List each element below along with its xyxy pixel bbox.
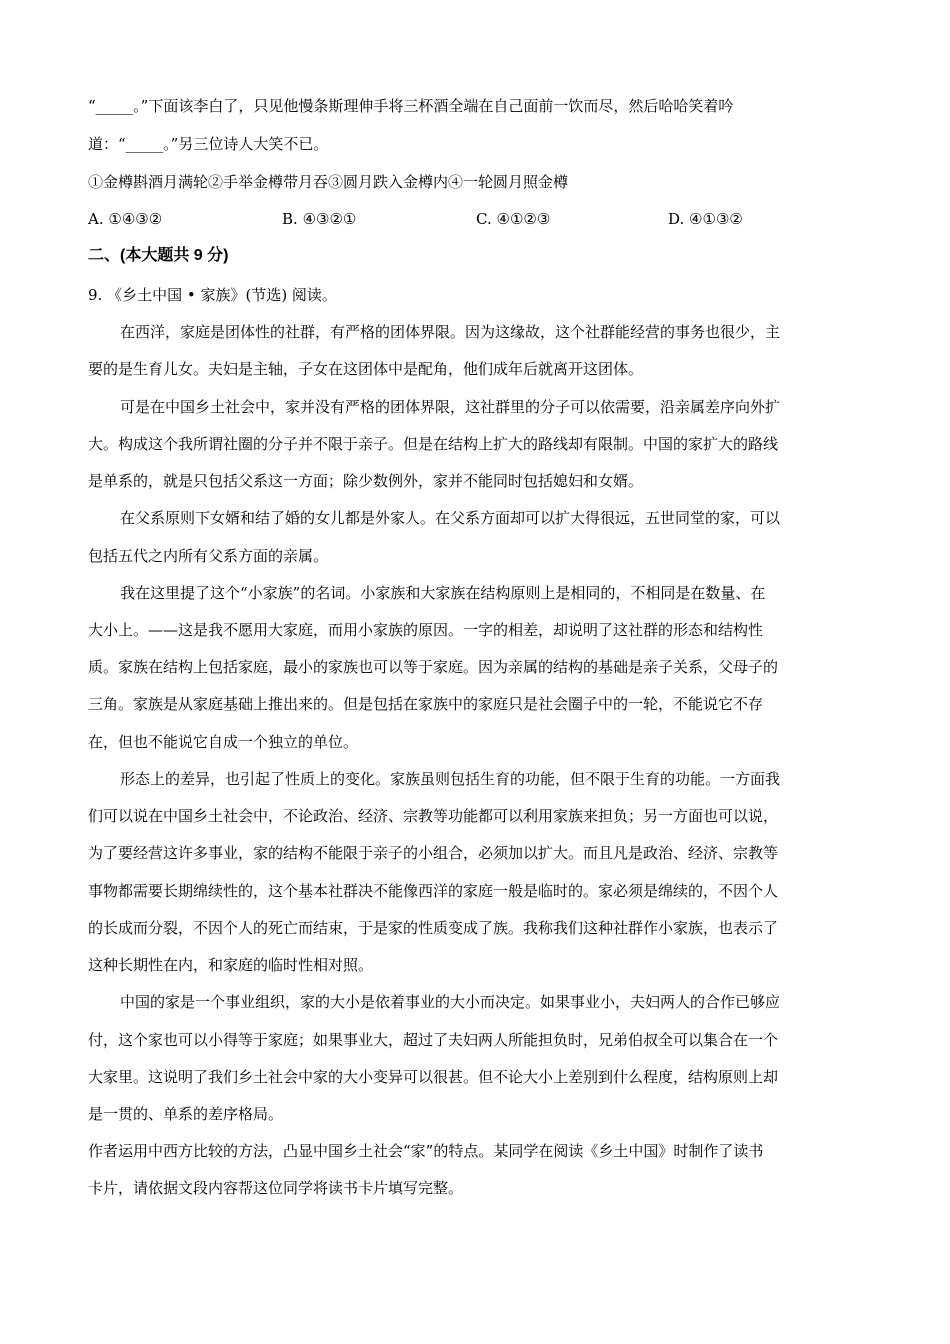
paragraph-line: 为了要经营这许多事业，家的结构不能限于亲子的小组合，必须加以扩大。而且凡是政治、经济、宗教等	[88, 844, 779, 862]
paragraph-line: 是单系的，就是只包括父系这一方面；除少数例外，家并不能同时包括媳妇和女婿。	[88, 472, 644, 490]
paragraph-line: 们可以说在中国乡土社会中，不论政治、经济、宗教等功能都可以利用家族来担负；另一方面也可以说，	[88, 807, 779, 825]
paragraph-line: 付，这个家也可以小得等于家庭；如果事业大，超过了夫妇两人所能担负时，兄弟伯叔全可以集合在一个	[88, 1031, 779, 1049]
paragraph-line: 事物都需要长期绵续性的，这个基本社群决不能像西洋的家庭一般是临时的。家必须是绵续的，不因个人	[88, 882, 779, 900]
paragraph-line: 在，但也不能说它自成一个独立的单位。	[88, 733, 359, 751]
paragraph-line: 质。家族在结构上包括家庭，最小的家族也可以等于家庭。因为亲属的结构的基础是亲子关系，父母子的	[88, 658, 779, 676]
option-c-value: ④①②③	[496, 210, 551, 228]
option-c-label: C.	[476, 210, 492, 228]
question8-text-line1: “_____。”下面该李白了，只见他慢条斯理伸手将三杯酒全端在自己面前一饮而尽，然后哈哈笑着吟	[88, 97, 734, 115]
paragraph-line: 大家里。这说明了我们乡土社会中家的大小变异可以很甚。但不论大小上差别到什么程度，结构原则上却	[88, 1068, 779, 1086]
paragraph-line: 的长成而分裂，不因个人的死亡而结束，于是家的性质变成了族。我称我们这种社群作小家族，也表示了	[88, 919, 779, 937]
option-d[interactable]	[668, 209, 743, 229]
option-b-value: ④③②①	[302, 210, 357, 228]
option-b[interactable]	[282, 209, 356, 229]
paragraph-line: 形态上的差异，也引起了性质上的变化。家族虽则包括生育的功能，但不限于生育的功能。一方面我	[120, 770, 781, 788]
paragraph-line: 在父系原则下女婿和结了婚的女儿都是外家人。在父系方面却可以扩大得很远，五世同堂的家，可以	[120, 509, 781, 527]
paragraph-line: 大小上。——这是我不愿用大家庭，而用小家族的原因。一字的相差，却说明了这社群的形态和结构性	[88, 621, 764, 639]
paragraph-line: 大。构成这个我所谓社圈的分子并不限于亲子。但是在结构上扩大的路线却有限制。中国的家扩大的路线	[88, 435, 779, 453]
paragraph-line: 是一贯的、单系的差序格局。	[88, 1105, 284, 1123]
paragraph-line: 可是在中国乡土社会中，家并没有严格的团体界限，这社群里的分子可以依需要，沿亲属差序向外扩	[120, 398, 781, 416]
paragraph-line: 我在这里提了这个“小家族”的名词。小家族和大家族在结构原则上是相同的，不相同是在数量、在	[120, 584, 766, 602]
option-a-label: A.	[88, 210, 104, 228]
paragraph-line: 包括五代之内所有父系方面的亲属。	[88, 547, 329, 565]
question9-prompt-line1: 作者运用中西方比较的方法，凸显中国乡土社会“家”的特点。某同学在阅读《乡土中国》时制作了读书	[88, 1142, 764, 1160]
paragraph-line: 这种长期性在内，和家庭的临时性相对照。	[88, 956, 374, 974]
paragraph-line: 中国的家是一个事业组织，家的大小是依着事业的大小而决定。如果事业小，夫妇两人的合作已够应	[120, 993, 781, 1011]
paragraph-line: 在西洋，家庭是团体性的社群，有严格的团体界限。因为这缘故，这个社群能经营的事务也很少，主	[120, 323, 781, 341]
question8-text-line2: 道：“_____。”另三位诗人大笑不已。	[88, 135, 329, 153]
paragraph-line: 要的是生育儿女。夫妇是主轴，子女在这团体中是配角，他们成年后就离开这团体。	[88, 360, 644, 378]
question9-prompt-line2: 卡片，请依据文段内容帮这位同学将读书卡片填写完整。	[88, 1179, 464, 1197]
option-a-value: ①④③②	[108, 210, 163, 228]
option-c[interactable]	[476, 209, 550, 229]
paragraph-line: 三角。家族是从家庭基础上推出来的。但是包括在家族中的家庭只是社会圈子中的一轮，不能说它不存	[88, 695, 764, 713]
option-d-value: ④①③②	[689, 210, 743, 228]
question8-items: ①金樽斟酒月满轮②手举金樽带月吞③圆月跌入金樽内④一轮圆月照金樽	[88, 173, 569, 191]
option-d-label: D.	[668, 210, 685, 228]
option-b-label: B.	[282, 210, 298, 228]
option-a[interactable]	[88, 209, 162, 229]
section-heading: 二、(本大题共 9 分)	[88, 247, 229, 264]
question9-title: 9. 《乡土中国 • 家族》(节选) 阅读。	[88, 286, 337, 304]
